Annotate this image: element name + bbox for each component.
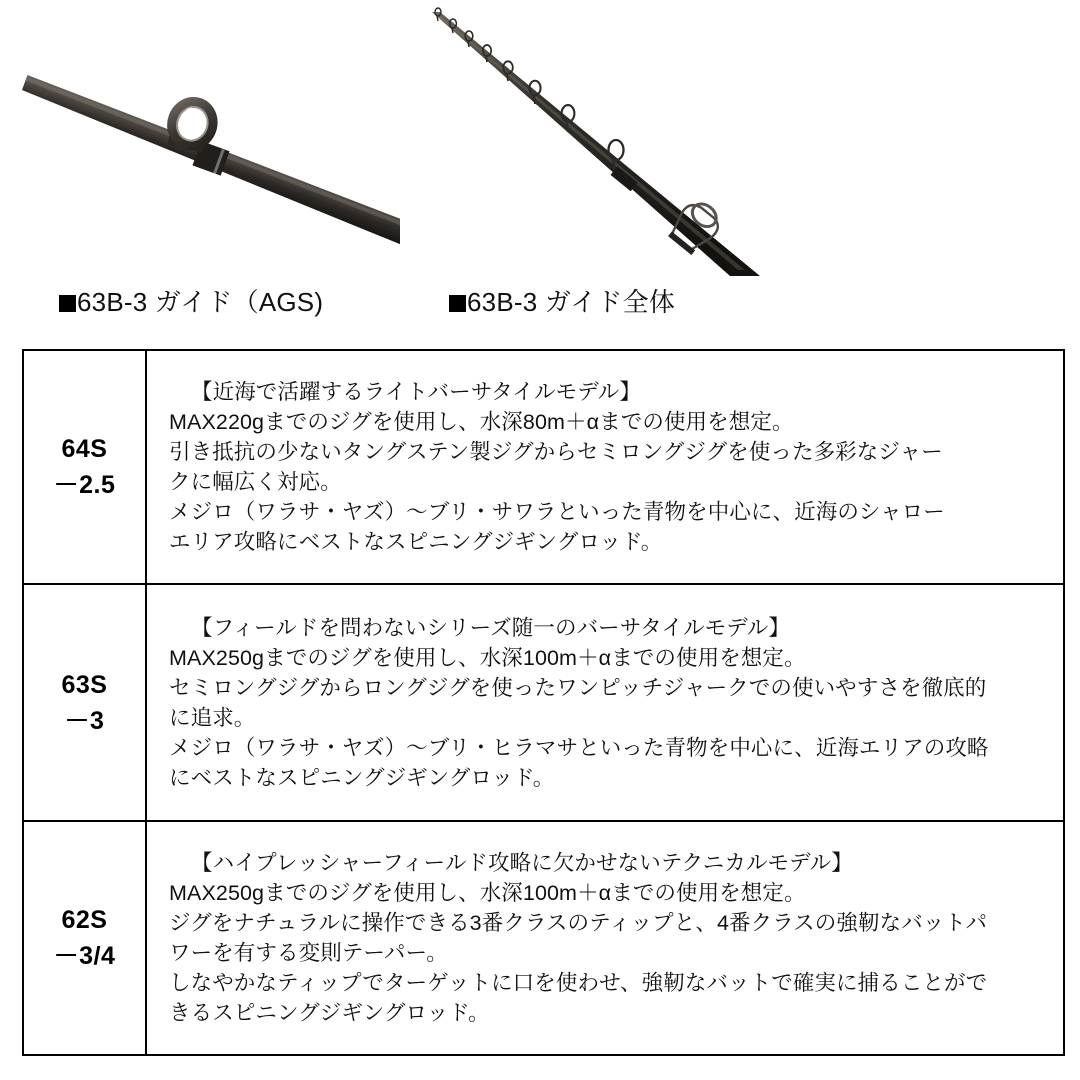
table-row <box>23 584 1064 821</box>
photo-captions <box>0 286 1080 334</box>
description-cell <box>146 350 1064 584</box>
model-name-line2: －3 <box>64 706 105 735</box>
description-line: ジグをナチュラルに操作できる3番クラスのティップと、4番クラスの強靭なバットパ <box>169 911 988 935</box>
description-line: セミロングジグからロングジグを使ったワンピッチジャークでの使いやすさを徹底的 <box>169 675 987 700</box>
description-text <box>147 834 1063 1042</box>
model-spec-table <box>22 349 1065 1056</box>
model-cell <box>23 350 146 584</box>
model-name-line1: 62S <box>61 906 108 934</box>
product-photo-row <box>0 0 1080 285</box>
black-square-bullet-icon <box>449 295 466 312</box>
description-line: MAX250gまでのジグを使用し、水深100m＋αまでの使用を想定。 <box>169 645 806 670</box>
model-cell <box>23 821 146 1055</box>
description-line: MAX250gまでのジグを使用し、水深100m＋αまでの使用を想定。 <box>169 881 806 905</box>
table-row <box>23 350 1064 584</box>
description-text <box>147 363 1063 571</box>
description-line: 【近海で活躍するライトバーサタイルモデル】 <box>191 380 641 404</box>
rod-guide-full-illustration <box>400 0 800 285</box>
model-name-line2: －2.5 <box>53 471 116 499</box>
description-line: 【ハイプレッシャーフィールド攻略に欠かせないテクニカルモデル】 <box>191 851 853 875</box>
description-cell <box>146 821 1064 1055</box>
description-line: にベストなスピニングジギングロッド。 <box>169 765 555 790</box>
caption-guide-full-text: 63B-3 ガイド全体 <box>467 287 676 317</box>
description-line: に追求。 <box>169 705 256 730</box>
description-line: クに幅広く対応。 <box>169 470 342 494</box>
description-line: メジロ（ワラサ・ヤズ）〜ブリ・サワラといった青物を中心に、近海のシャロー <box>169 500 945 524</box>
model-name-line1: 63S <box>61 670 108 699</box>
model-name-line1: 64S <box>61 435 108 463</box>
rod-guide-closeup-photo <box>0 0 440 285</box>
caption-guide-full <box>449 286 675 318</box>
model-cell <box>23 584 146 821</box>
description-line: メジロ（ワラサ・ヤズ）〜ブリ・ヒラマサといった青物を中心に、近海エリアの攻略 <box>169 735 989 760</box>
description-line: しなやかなティップでターゲットに口を使わせ、強靭なバットで確実に捕ることがで <box>169 971 988 995</box>
rod-guide-closeup-illustration <box>0 0 440 285</box>
description-line: 引き抵抗の少ないタングステン製ジグからセミロングジグを使った多彩なジャー <box>169 440 943 464</box>
description-line: きるスピニングジギングロッド。 <box>169 1001 490 1025</box>
table-row <box>23 821 1064 1055</box>
description-text <box>147 599 1063 807</box>
description-line: ワーを有する変則テーパー。 <box>169 941 448 965</box>
rod-guide-full-photo <box>400 0 800 285</box>
description-line: エリア攻略にベストなスピニングジギングロッド。 <box>169 530 663 554</box>
description-line: 【フィールドを問わないシリーズ随一のバーサタイルモデル】 <box>191 615 790 640</box>
black-square-bullet-icon <box>59 295 76 312</box>
caption-guide-ags <box>59 286 323 318</box>
description-line: MAX220gまでのジグを使用し、水深80m＋αまでの使用を想定。 <box>169 410 794 434</box>
model-name-line2: －3/4 <box>53 942 116 970</box>
caption-guide-ags-text: 63B-3 ガイド（AGS) <box>77 287 324 317</box>
description-cell <box>146 584 1064 821</box>
